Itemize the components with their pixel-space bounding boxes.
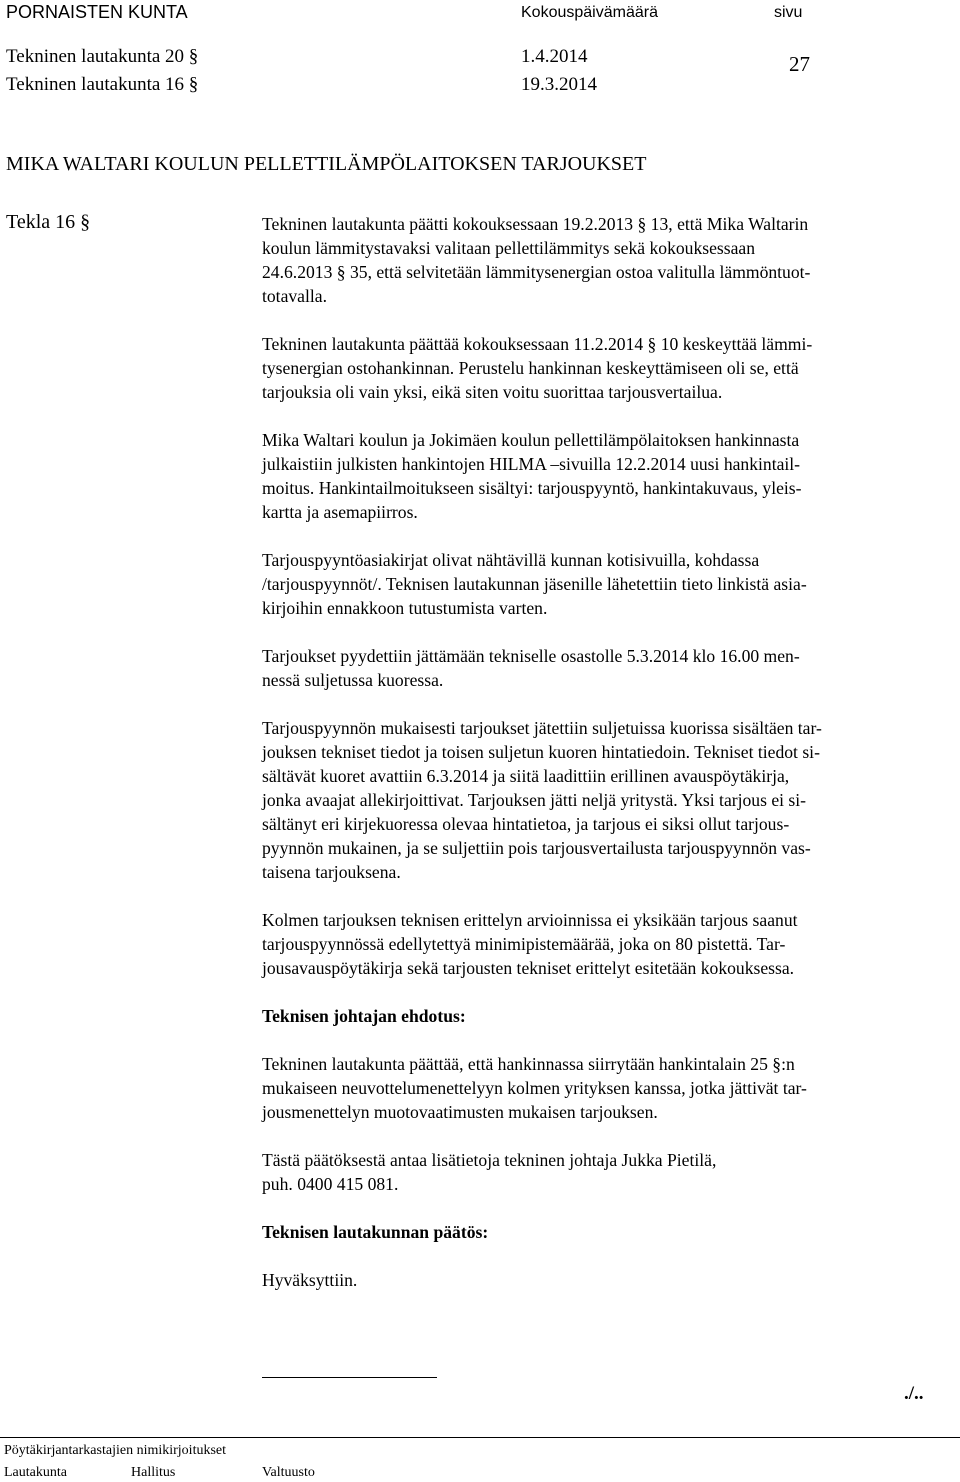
- text-line: koulun lämmitystavaksi valitaan pellettilämmitys sekä kokouksessaan: [262, 238, 756, 258]
- footer-body-valtuusto: Valtuusto: [262, 1465, 315, 1480]
- text-line: tarjouksia oli vain yksi, eikä siten voitu suorittaa tarjousvertailua.: [262, 382, 723, 402]
- meeting-body-1: Tekninen lautakunta 20 §: [6, 46, 199, 67]
- municipality-name: PORNAISTEN KUNTA: [6, 2, 188, 22]
- paragraph: [262, 908, 960, 980]
- proposal-heading: Teknisen johtajan ehdotus:: [262, 1006, 466, 1026]
- page-column-label: sivu: [774, 4, 803, 21]
- meeting-body-2: Tekninen lautakunta 16 §: [6, 74, 199, 95]
- paragraph: [262, 716, 960, 884]
- text-line: Kolmen tarjouksen teknisen erittelyn arvioinnissa ei yksikään tarjous saanut: [262, 910, 798, 930]
- text-line: Tarjouspyynnön mukaisesti tarjoukset jätettiin suljetuissa kuorissa sisältäen tar-: [262, 718, 822, 738]
- paragraph: [262, 644, 960, 692]
- separator-line: [262, 1377, 437, 1378]
- paragraph: [262, 1052, 960, 1124]
- text-line: Tekninen lautakunta päättää kokouksessaan 11.2.2014 § 10 keskeyttää lämmi-: [262, 334, 813, 354]
- footer-body-hallitus: Hallitus: [131, 1465, 176, 1480]
- text-line: nessä suljetussa kuoressa.: [262, 670, 444, 690]
- text-line: Tekninen lautakunta päättää, että hankinnassa siirrytään hankintalain 25 §:n: [262, 1054, 795, 1074]
- text-line: kartta ja asemapiirros.: [262, 502, 418, 522]
- section-reference: Tekla 16 §: [6, 211, 91, 233]
- date-column-label: Kokouspäivämäärä: [521, 4, 658, 21]
- signature-caption: Pöytäkirjantarkastajien nimikirjoitukset: [4, 1443, 227, 1458]
- footer-rule: [0, 1437, 960, 1438]
- text-line: totavalla.: [262, 286, 327, 306]
- paragraph: [262, 332, 960, 404]
- continuation-mark: ./..: [904, 1383, 924, 1404]
- page-number: 27: [789, 52, 810, 76]
- text-line: jouksen tekniset tiedot ja toisen suljetun kuoren hintatiedoin. Tekniset tiedot si-: [262, 742, 820, 762]
- text-line: julkaistiin julkisten hankintojen HILMA –sivuilla 12.2.2014 uusi hankintail-: [262, 454, 801, 474]
- text-line: jousmenettelyn muotovaatimusten mukaisen tarjouksen.: [262, 1102, 658, 1122]
- text-line: Tarjouspyyntöasiakirjat olivat nähtävillä kunnan kotisivuilla, kohdassa: [262, 550, 760, 570]
- text-line: tysenergian ostohankinnan. Perustelu hankinnan keskeyttämiseen oli se, että: [262, 358, 799, 378]
- text-line: mukaiseen neuvottelumenettelyyn kolmen yrityksen kanssa, jotka jättivät tar-: [262, 1078, 807, 1098]
- text-line: 24.6.2013 § 35, että selvitetään lämmitysenergian ostoa valitulla lämmöntuot-: [262, 262, 811, 282]
- text-line: sältävät kuoret avattiin 6.3.2014 ja siitä laadittiin erillinen avauspöytäkirja,: [262, 766, 790, 786]
- text-line: taisena tarjouksena.: [262, 862, 401, 882]
- paragraph: [262, 548, 960, 620]
- text-line: jousavauspöytäkirja sekä tarjousten tekniset erittelyt esitetään kokouksessa.: [262, 958, 795, 978]
- footer-body-lautakunta: Lautakunta: [4, 1465, 67, 1480]
- paragraph: [262, 428, 960, 524]
- decision-text: Hyväksyttiin.: [262, 1270, 358, 1290]
- text-line: moitus. Hankintailmoitukseen sisältyi: tarjouspyyntö, hankintakuvaus, yleis-: [262, 478, 802, 498]
- text-line: puh. 0400 415 081.: [262, 1174, 399, 1194]
- text-line: Tarjoukset pyydettiin jättämään tekniselle osastolle 5.3.2014 klo 16.00 men-: [262, 646, 800, 666]
- paragraph: [262, 212, 960, 308]
- page-title: MIKA WALTARI KOULUN PELLETTILÄMPÖLAITOKSEN TARJOUKSET: [6, 153, 647, 175]
- text-line: tarjouspyynnössä edellytettyä minimipistemäärää, joka on 80 pistettä. Tar-: [262, 934, 786, 954]
- meeting-date-1: 1.4.2014: [521, 46, 588, 67]
- text-line: /tarjouspyynnöt/. Teknisen lautakunnan jäsenille lähetettiin tieto linkistä asia-: [262, 574, 807, 594]
- text-line: kirjoihin ennakkoon tutustumista varten.: [262, 598, 548, 618]
- text-line: pyynnön mukainen, ja se suljettiin pois tarjousvertailusta tarjouspyynnön vas-: [262, 838, 811, 858]
- decision-heading: Teknisen lautakunnan päätös:: [262, 1222, 489, 1242]
- text-line: Mika Waltari koulun ja Jokimäen koulun pellettilämpölaitoksen hankinnasta: [262, 430, 800, 450]
- text-line: jonka avaajat allekirjoittivat. Tarjouksen jätti neljä yritystä. Yksi tarjous ei si-: [262, 790, 807, 810]
- meeting-date-2: 19.3.2014: [521, 74, 597, 95]
- text-line: Tästä päätöksestä antaa lisätietoja tekninen johtaja Jukka Pietilä,: [262, 1150, 717, 1170]
- paragraph: [262, 1148, 960, 1196]
- text-line: sältänyt eri kirjekuoressa olevaa hintatietoa, ja tarjous ei siksi ollut tarjous-: [262, 814, 790, 834]
- text-line: Tekninen lautakunta päätti kokouksessaan 19.2.2013 § 13, että Mika Waltarin: [262, 214, 809, 234]
- body-text: [262, 212, 960, 1316]
